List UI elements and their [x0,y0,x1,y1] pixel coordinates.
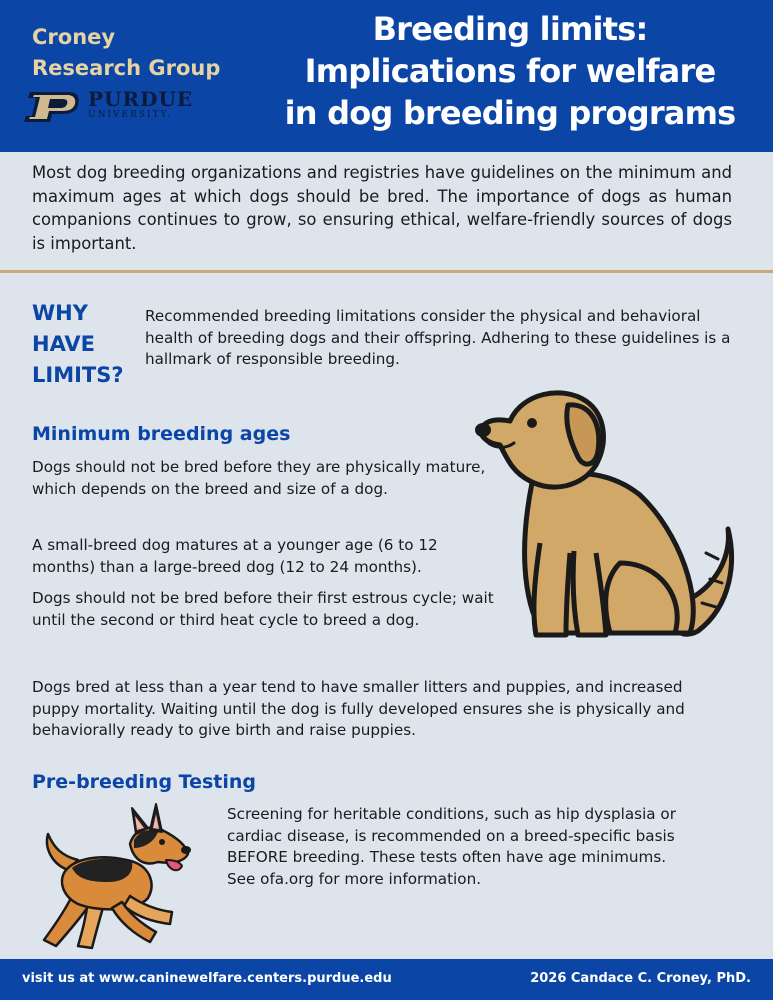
minimum-ages-heading: Minimum breeding ages [32,423,291,445]
divider-line [0,270,773,273]
purdue-p-logo-icon [22,90,82,124]
title-line-2: Implications for welfare [304,52,716,90]
group-line-1: Croney [32,25,116,49]
title-line-3: in dog breeding programs [284,94,736,132]
minimum-paragraph-4: Dogs bred at less than a year tend to have smaller litters and puppies, and increased puppy mortality. Waiting until the dog is fully developed ensures she is physically and behaviorally ready to give birth and raise puppies. [32,678,685,739]
page-title [260,8,760,134]
purdue-subtitle: UNIVERSITY. [88,110,173,120]
minimum-paragraph-2: A small-breed dog matures at a younger age (6 to 12 months) than a large-breed dog (12 to 24 months). [32,536,438,576]
footer-copyright: 2026 Candace C. Croney, PhD. [530,971,751,986]
group-line-2: Research Group [32,56,221,80]
intro-paragraph: Most dog breeding organizations and registries have guidelines on the minimum and maximum ages at which dogs should be bred. The importance of dogs as human companions continues to grow, so ensuring ethical, welfare-friendly sources of dogs is important. [32,163,732,253]
why-paragraph: Recommended breeding limitations consider the physical and behavioral health of breeding dogs and their offspring. Adhering to these guidelines is a hallmark of responsible breeding. [145,307,731,368]
testing-heading: Pre-breeding Testing [32,771,257,793]
purdue-wordmark: PURDUE [88,87,194,111]
why-heading [32,298,142,391]
footer-website-link[interactable]: visit us at www.caninewelfare.centers.purdue.edu [22,971,392,986]
testing-paragraph: Screening for heritable conditions, such as hip dysplasia or cardiac disease, is recommended on a breed-specific basis BEFORE breeding. These tests often have age minimums. See ofa.org for more information. [227,805,676,888]
footer-bar [0,959,773,1000]
running-german-shepherd-icon [38,800,198,952]
title-line-1: Breeding limits: [372,10,648,48]
why-line-1: WHY [32,301,88,325]
purdue-logo [22,88,202,128]
minimum-paragraph-3: Dogs should not be bred before their first estrous cycle; wait until the second or third heat cycle to breed a dog. [32,589,494,629]
header-banner [0,0,773,152]
why-line-3: LIMITS? [32,363,124,387]
sitting-golden-dog-icon [470,383,750,645]
research-group-name [32,22,220,84]
minimum-paragraph-1: Dogs should not be bred before they are physically mature, which depends on the breed and size of a dog. [32,458,486,498]
why-line-2: HAVE [32,332,95,356]
